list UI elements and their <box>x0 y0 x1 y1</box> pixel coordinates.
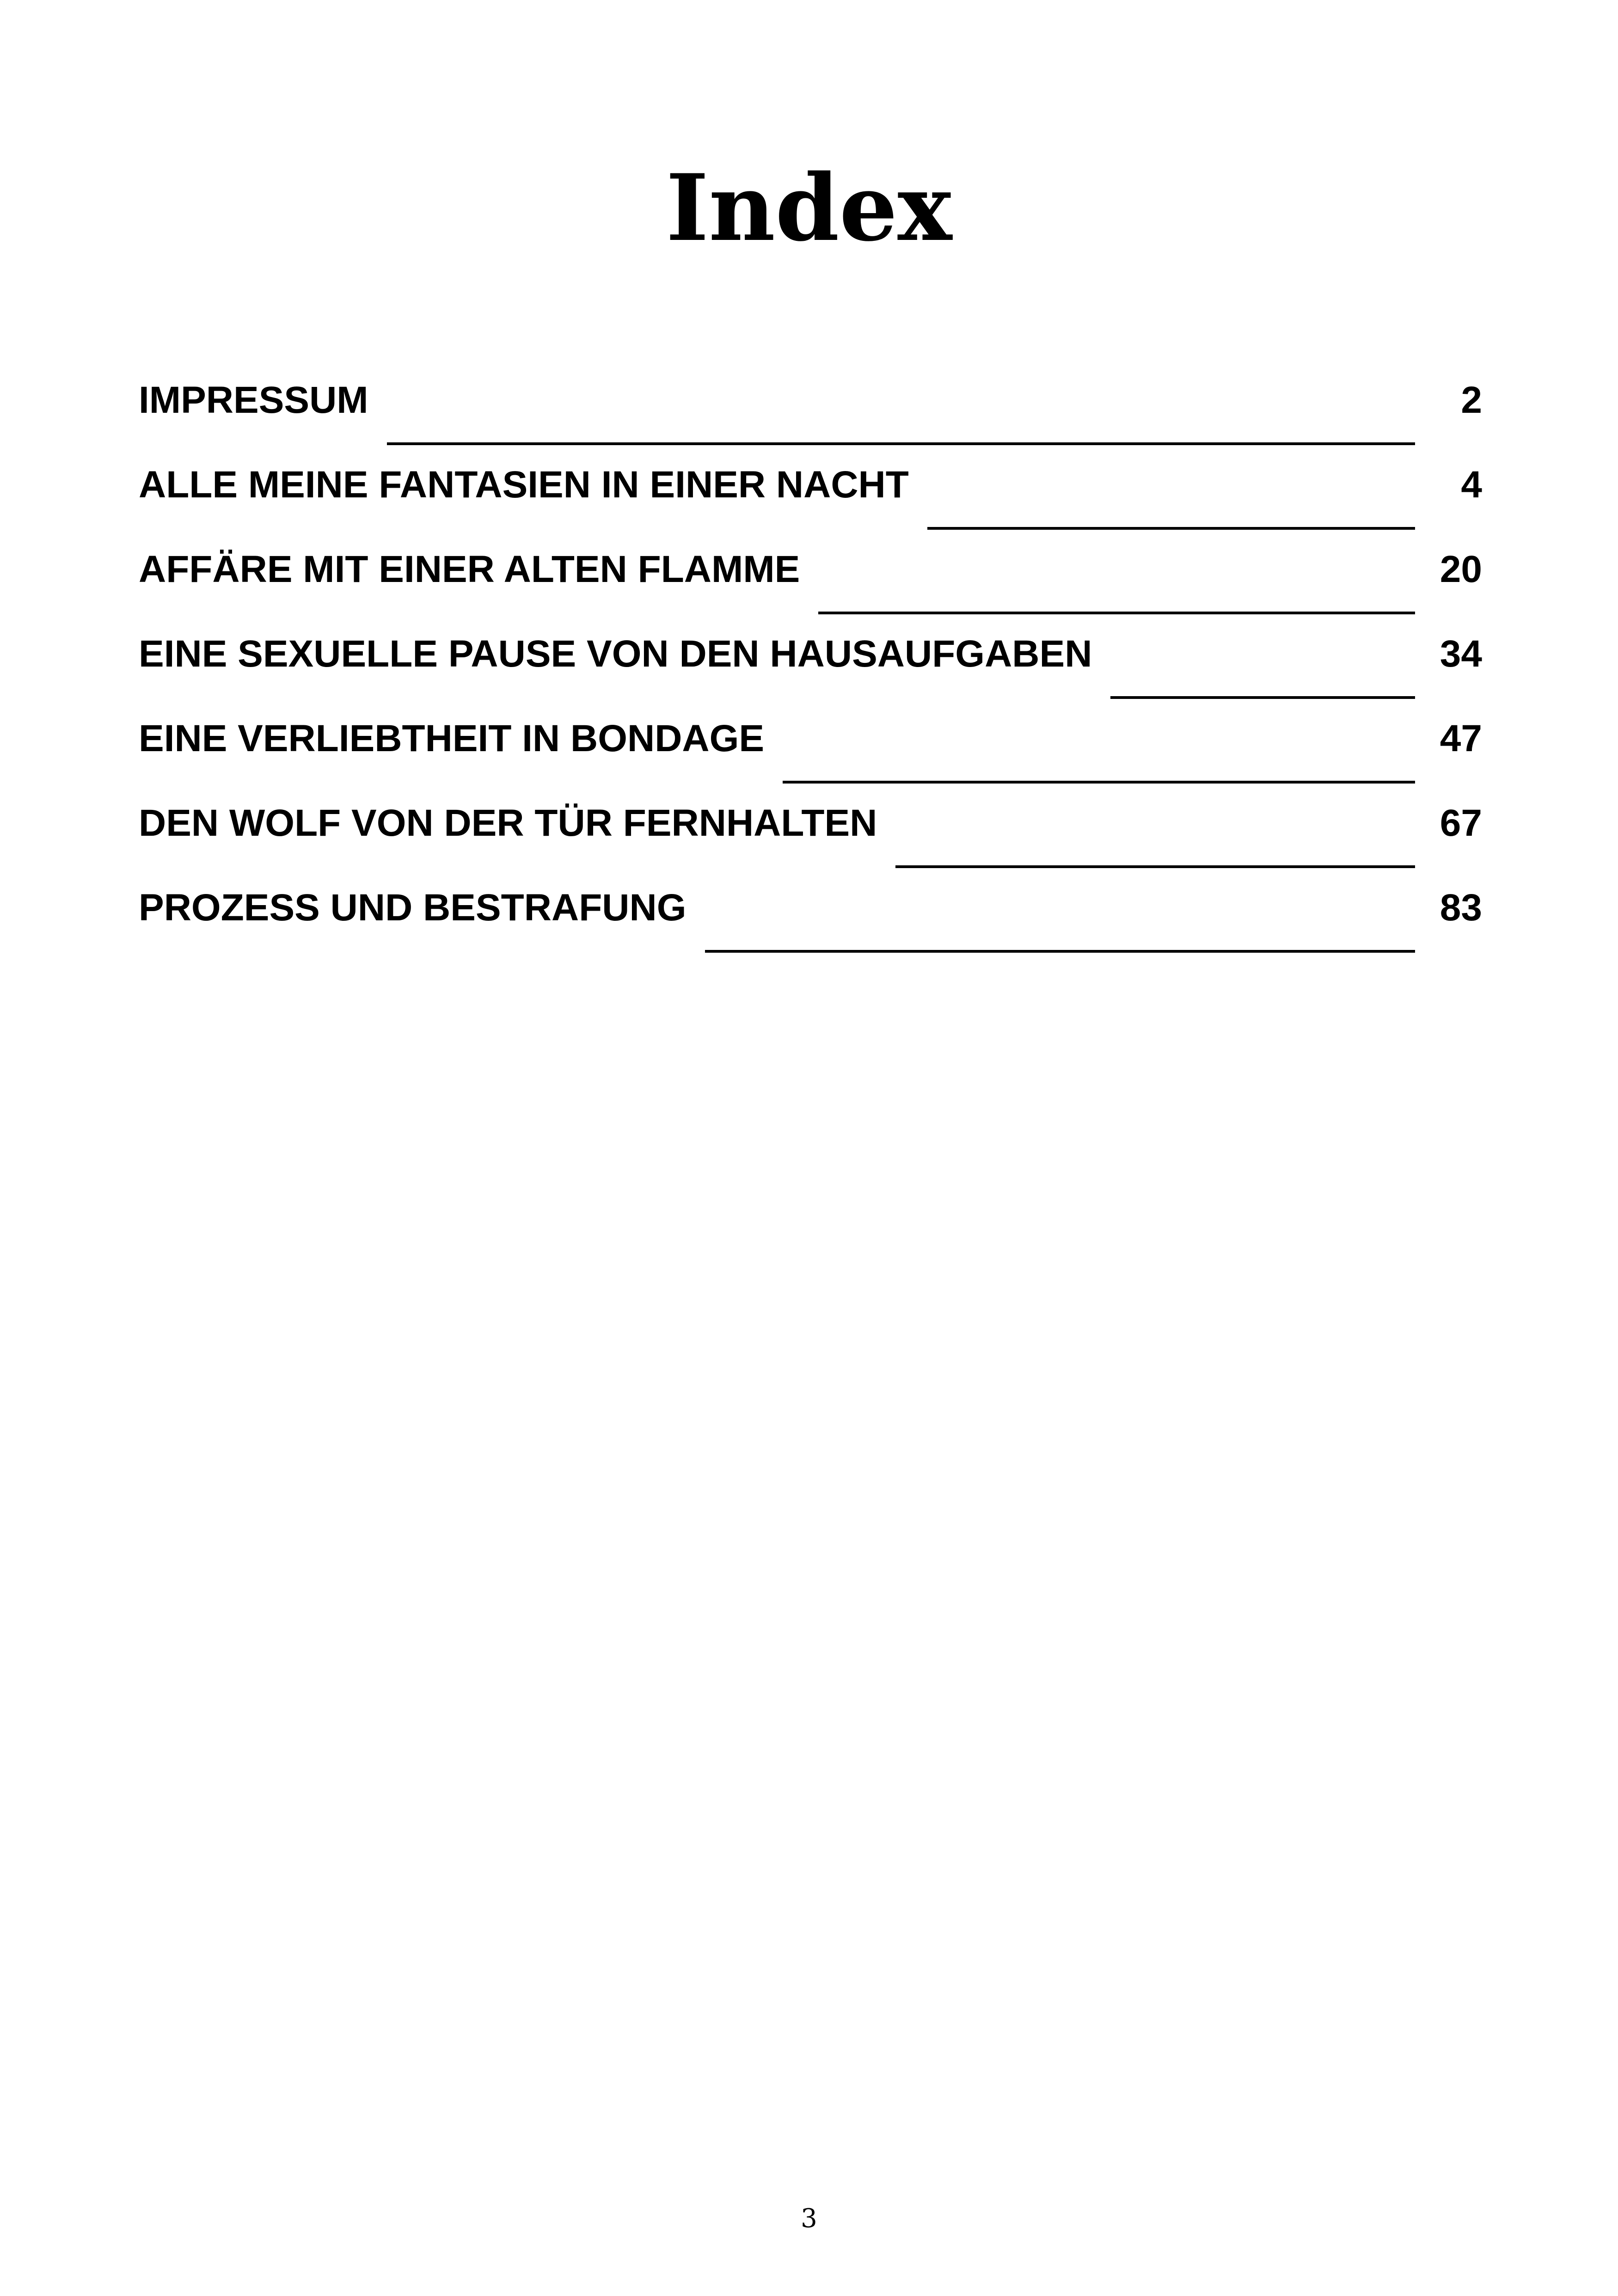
page-number: 3 <box>801 2204 817 2234</box>
toc-leader-line <box>1110 696 1415 699</box>
toc-entry-page: 47 <box>1440 717 1482 759</box>
page-title: Index <box>666 154 952 262</box>
toc-entry-page: 83 <box>1440 887 1482 929</box>
toc-leader-line <box>705 950 1415 953</box>
toc-entry-title: AFFÄRE MIT EINER ALTEN FLAMME <box>139 548 800 590</box>
toc-entry-title: PROZESS UND BESTRAFUNG <box>139 887 686 929</box>
toc-entry-sexuelle-pause[interactable] <box>139 627 1482 712</box>
toc-leader-line <box>927 527 1415 530</box>
table-of-contents <box>139 373 1482 966</box>
toc-leader-line <box>387 442 1415 445</box>
toc-entry-alle-meine-fantasien[interactable] <box>139 458 1482 543</box>
toc-entry-page: 20 <box>1440 548 1482 590</box>
toc-entry-page: 67 <box>1440 802 1482 844</box>
toc-entry-page: 2 <box>1461 379 1482 421</box>
toc-leader-line <box>783 781 1415 784</box>
toc-entry-page: 4 <box>1461 464 1482 506</box>
toc-entry-title: IMPRESSUM <box>139 379 368 421</box>
toc-entry-verliebtheit-bondage[interactable] <box>139 712 1482 796</box>
toc-entry-impressum[interactable] <box>139 373 1482 458</box>
toc-entry-title: EINE VERLIEBTHEIT IN BONDAGE <box>139 717 765 759</box>
toc-entry-title: DEN WOLF VON DER TÜR FERNHALTEN <box>139 802 877 844</box>
toc-entry-title: ALLE MEINE FANTASIEN IN EINER NACHT <box>139 464 909 506</box>
toc-entry-page: 34 <box>1440 633 1482 675</box>
toc-entry-title: EINE SEXUELLE PAUSE VON DEN HAUSAUFGABEN <box>139 633 1092 675</box>
toc-entry-wolf-tuer[interactable] <box>139 796 1482 881</box>
toc-entry-affaere-alte-flamme[interactable] <box>139 543 1482 627</box>
toc-entry-prozess-bestrafung[interactable] <box>139 881 1482 966</box>
toc-leader-line <box>895 865 1415 868</box>
toc-leader-line <box>818 612 1415 614</box>
